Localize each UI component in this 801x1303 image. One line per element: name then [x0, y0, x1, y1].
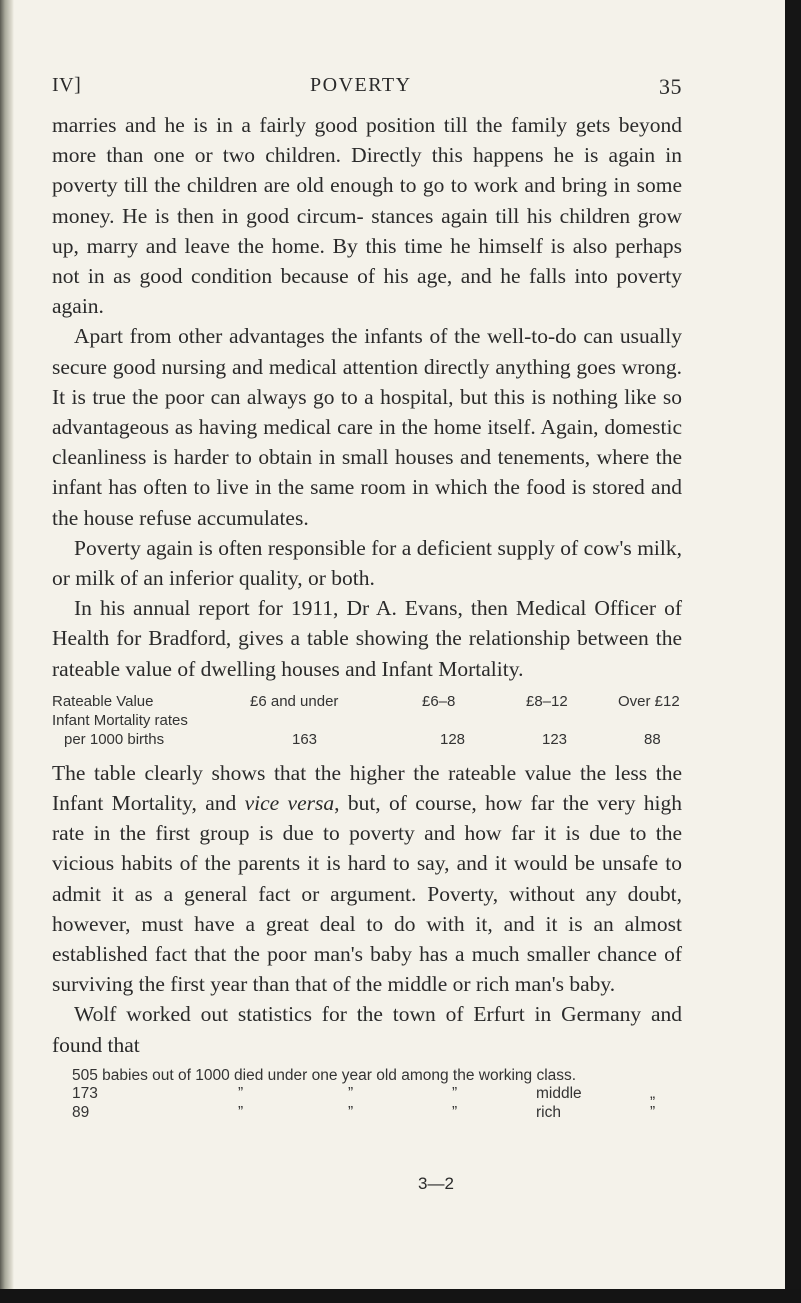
- paragraph: Apart from other advantages the infants of the well-to-do can usually secure good nursing and medical attention directly anything goes wrong. It is true the poor can always go to a hospital, but this is nothing like so advantageous as having medical care in the home itself. Again, domestic cleanliness is harder to obtain in small houses and tenements, where the infant has often to live in the same room in which the food is stored and the house refuse accumulates.: [52, 324, 682, 530]
- right-dark-edge: [785, 0, 801, 1290]
- page-number: 35: [659, 74, 682, 99]
- paragraph: [52, 758, 682, 1000]
- table-column-header: £6 and under: [250, 692, 339, 710]
- class-label: rich: [536, 1103, 561, 1121]
- ditto-mark: ”: [238, 1084, 244, 1102]
- bottom-dark-edge: [0, 1289, 801, 1303]
- statistics-line: 505 babies out of 1000 died under one year old among the working class.: [72, 1066, 577, 1084]
- rateable-value-table: [52, 692, 682, 752]
- chapter-number: IV]: [52, 74, 82, 96]
- ditto-mark: ”: [452, 1084, 458, 1102]
- class-label: middle: [536, 1084, 582, 1102]
- paragraph: Wolf worked out statistics for the town of Erfurt in Germany and found that: [52, 1002, 682, 1057]
- ditto-mark: „: [650, 1084, 656, 1102]
- table-row-label: per 1000 births: [64, 730, 165, 748]
- page-spine-shadow: [0, 0, 14, 1303]
- text-run: , but, of course, how far the very high rate in the first group is due to poverty and how far it is due to the vicious habits of the parents it is hard to say, and it would be unsafe to admit it as a general fact or argument. Poverty, without any doubt, however, must have a great deal to do with it, and it is an almost established fact that the poor man's baby has a much smaller chance of surviving the first year than that of the middle or rich man's baby.: [52, 791, 683, 997]
- paragraph: marries and he is in a fairly good position till the family gets beyond more than one or two children. Directly this happens he is again in poverty till the children are old enough to go to work and bring in some money. He is then in good circum- stances again till his children grow up, marry and leave the home. By this time he himself is also perhaps not in as good condition because of his age, and he falls into poverty again.: [52, 113, 682, 319]
- running-title: POVERTY: [310, 74, 412, 96]
- statistics-number: 173: [72, 1084, 98, 1102]
- text-run: The table clearly shows that the higher the rateable value the less the Infant Mortality, and: [52, 760, 682, 816]
- running-header: [52, 74, 682, 98]
- erfurt-statistics: [52, 1066, 682, 1138]
- paragraph: In his annual report for 1911, Dr A. Evans, then Medical Officer of Health for Bradford, gives a table showing the relationship between the rateable value of dwelling houses and Infant Mortality.: [52, 596, 682, 681]
- ditto-mark: ”: [348, 1084, 354, 1102]
- paragraph: Poverty again is often responsible for a deficient supply of cow's milk, or milk of an inferior quality, or both.: [52, 535, 682, 591]
- table-row-label: Infant Mortality rates: [52, 711, 188, 729]
- ditto-mark: ”: [650, 1103, 656, 1121]
- body-text: [52, 110, 682, 1138]
- table-cell: 128: [440, 730, 466, 748]
- table-cell: 123: [542, 730, 568, 748]
- signature-mark: 3—2: [418, 1174, 454, 1193]
- italic-phrase: vice versa: [244, 791, 335, 816]
- table-cell: 88: [644, 730, 661, 748]
- statistics-number: 89: [72, 1103, 90, 1121]
- table-cell: 163: [292, 730, 318, 748]
- ditto-mark: ”: [452, 1103, 458, 1121]
- ditto-mark: ”: [348, 1103, 354, 1121]
- ditto-mark: ”: [238, 1103, 244, 1121]
- table-row-label: Rateable Value: [52, 692, 154, 710]
- table-column-header: Over £12: [618, 692, 680, 710]
- table-column-header: £6–8: [422, 692, 456, 710]
- table-column-header: £8–12: [526, 692, 568, 710]
